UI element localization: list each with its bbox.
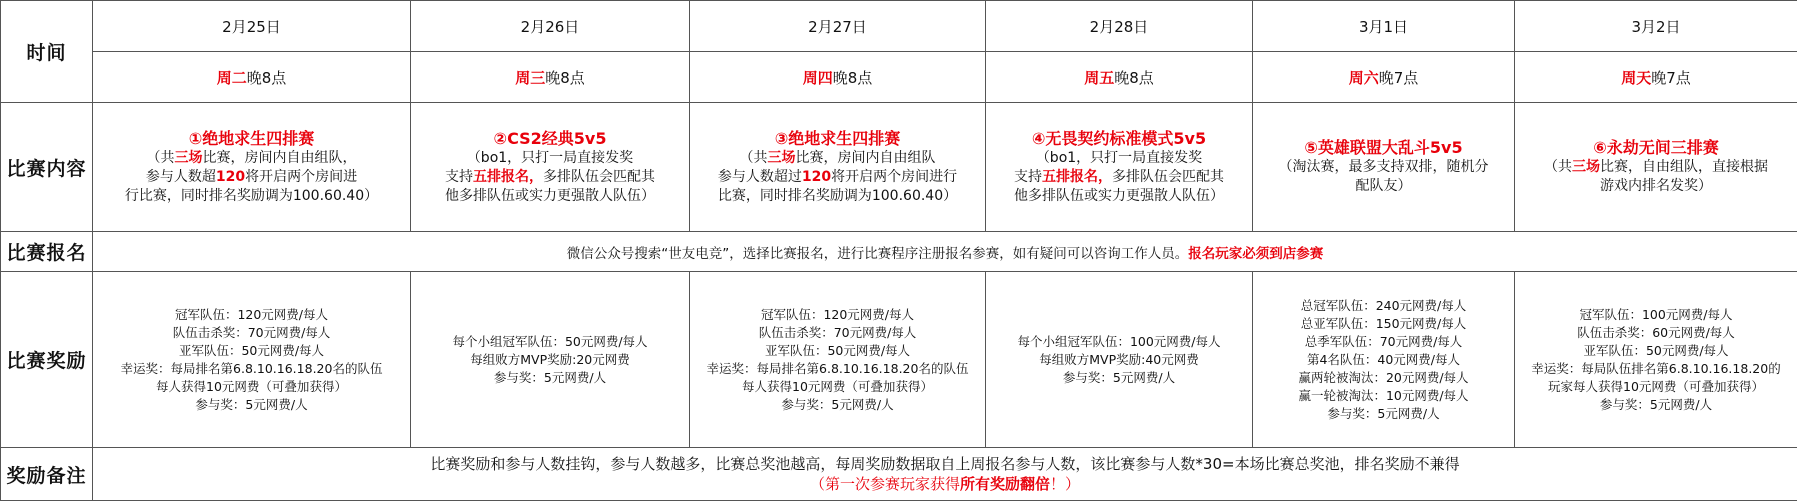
weekday-cell bbox=[1253, 52, 1515, 103]
reward-line: 参与奖：5元网费/人 bbox=[415, 369, 685, 387]
event-title: ⑥永劫无间三排赛 bbox=[1519, 138, 1793, 158]
reward-cell bbox=[1253, 272, 1515, 448]
event-desc-line: 他多排队伍或实力更强散人队伍） bbox=[415, 187, 685, 206]
reward-line: 亚军队伍：50元网费/每人 bbox=[1519, 342, 1793, 360]
reward-line: 每个小组冠军队伍：100元网费/每人 bbox=[990, 333, 1248, 351]
content-cell bbox=[690, 103, 986, 232]
reward-cell bbox=[93, 272, 411, 448]
reward-line: 每组败方MVP奖励:40元网费 bbox=[990, 351, 1248, 369]
weekday-label: 周三 bbox=[515, 69, 545, 87]
date-cell: 2月28日 bbox=[986, 1, 1253, 52]
event-desc-line: （共三场比赛，房间内自由组队 bbox=[694, 149, 981, 168]
reward-line: 参与奖：5元网费/人 bbox=[694, 396, 981, 414]
header-rewards: 比赛奖励 bbox=[1, 272, 93, 448]
reward-line: 赢两轮被淘汰：20元网费/每人 bbox=[1257, 369, 1510, 387]
weekday-cell bbox=[93, 52, 411, 103]
weekday-cell bbox=[1515, 52, 1797, 103]
event-title: ③绝地求生四排赛 bbox=[694, 129, 981, 149]
event-title: ⑤英雄联盟大乱斗5v5 bbox=[1257, 138, 1510, 158]
event-desc-line: 参与人数超120将开启两个房间进 bbox=[97, 168, 406, 187]
event-desc-line: （淘汰赛，最多支持双排，随机分 bbox=[1257, 158, 1510, 177]
event-desc-line: 游戏内排名发奖） bbox=[1519, 177, 1793, 196]
reward-line: 每人获得10元网费（可叠加获得） bbox=[694, 378, 981, 396]
event-desc-line: 支持五排报名，多排队伍会匹配其 bbox=[990, 168, 1248, 187]
date-cell: 2月27日 bbox=[690, 1, 986, 52]
event-title: ④无畏契约标准模式5v5 bbox=[990, 129, 1248, 149]
content-cell bbox=[93, 103, 411, 232]
start-time: 晚8点 bbox=[247, 69, 287, 87]
reward-line: 队伍击杀奖：70元网费/每人 bbox=[97, 324, 406, 342]
reward-line: 总冠军队伍：240元网费/每人 bbox=[1257, 297, 1510, 315]
header-time: 时间 bbox=[1, 1, 93, 103]
start-time: 晚8点 bbox=[833, 69, 873, 87]
reward-line: 赢一轮被淘汰：10元网费/每人 bbox=[1257, 387, 1510, 405]
weekday-cell bbox=[411, 52, 690, 103]
event-desc-line: 他多排队伍或实力更强散人队伍） bbox=[990, 187, 1248, 206]
signup-cell bbox=[93, 232, 1797, 272]
content-cell bbox=[1515, 103, 1797, 232]
reward-line: 参与奖：5元网费/人 bbox=[1257, 405, 1510, 423]
event-desc-line: 参与人数超过120将开启两个房间进行 bbox=[694, 168, 981, 187]
event-desc-line: （bo1，只打一局直接发奖 bbox=[415, 149, 685, 168]
date-cell: 2月26日 bbox=[411, 1, 690, 52]
reward-line: 第4名队伍：40元网费/每人 bbox=[1257, 351, 1510, 369]
reward-line: 参与奖：5元网费/人 bbox=[97, 396, 406, 414]
reward-line: 每个小组冠军队伍：50元网费/每人 bbox=[415, 333, 685, 351]
notes-cell bbox=[93, 448, 1797, 501]
header-notes: 奖励备注 bbox=[1, 448, 93, 501]
weekday-label: 周五 bbox=[1084, 69, 1114, 87]
event-desc-line: 行比赛，同时排名奖励调为100.60.40） bbox=[97, 187, 406, 206]
event-desc-line: （共三场比赛，房间内自由组队， bbox=[97, 149, 406, 168]
reward-line: 冠军队伍：120元网费/每人 bbox=[694, 306, 981, 324]
reward-line: 参与奖：5元网费/人 bbox=[990, 369, 1248, 387]
reward-line: 亚军队伍：50元网费/每人 bbox=[97, 342, 406, 360]
reward-cell bbox=[411, 272, 690, 448]
content-cell bbox=[411, 103, 690, 232]
header-signup: 比赛报名 bbox=[1, 232, 93, 272]
start-time: 晚8点 bbox=[545, 69, 585, 87]
header-content: 比赛内容 bbox=[1, 103, 93, 232]
reward-line: 队伍击杀奖：60元网费/每人 bbox=[1519, 324, 1793, 342]
reward-line: 队伍击杀奖：70元网费/每人 bbox=[694, 324, 981, 342]
content-cell bbox=[1253, 103, 1515, 232]
reward-line: 幸运奖：每局队伍排名第6.8.10.16.18.20的 bbox=[1519, 360, 1793, 378]
reward-cell bbox=[986, 272, 1253, 448]
start-time: 晚8点 bbox=[1114, 69, 1154, 87]
reward-line: 玩家每人获得10元网费（可叠加获得） bbox=[1519, 378, 1793, 396]
reward-cell bbox=[690, 272, 986, 448]
date-cell: 2月25日 bbox=[93, 1, 411, 52]
start-time: 晚7点 bbox=[1651, 69, 1691, 87]
weekday-label: 周四 bbox=[803, 69, 833, 87]
reward-line: 幸运奖：每局排名第6.8.10.16.18.20名的队伍 bbox=[694, 360, 981, 378]
event-desc-line: （bo1，只打一局直接发奖 bbox=[990, 149, 1248, 168]
event-desc-line: 支持五排报名，多排队伍会匹配其 bbox=[415, 168, 685, 187]
date-cell: 3月2日 bbox=[1515, 1, 1797, 52]
event-title: ②CS2经典5v5 bbox=[415, 129, 685, 149]
reward-line: 总亚军队伍：150元网费/每人 bbox=[1257, 315, 1510, 333]
event-desc-line: 比赛，同时排名奖励调为100.60.40） bbox=[694, 187, 981, 206]
reward-line: 幸运奖：每局排名第6.8.10.16.18.20名的队伍 bbox=[97, 360, 406, 378]
reward-line: 每组败方MVP奖励:20元网费 bbox=[415, 351, 685, 369]
event-title: ①绝地求生四排赛 bbox=[97, 129, 406, 149]
reward-line: 冠军队伍：120元网费/每人 bbox=[97, 306, 406, 324]
reward-cell bbox=[1515, 272, 1797, 448]
reward-line: 亚军队伍：50元网费/每人 bbox=[694, 342, 981, 360]
date-cell: 3月1日 bbox=[1253, 1, 1515, 52]
start-time: 晚7点 bbox=[1379, 69, 1419, 87]
weekday-cell bbox=[690, 52, 986, 103]
reward-line: 总季军队伍：70元网费/每人 bbox=[1257, 333, 1510, 351]
weekday-label: 周二 bbox=[217, 69, 247, 87]
notes-line: 比赛奖励和参与人数挂钩，参与人数越多，比赛总奖池越高，每周奖励数据取自上周报名参与人数，该比赛参与人数*30=本场比赛总奖池，排名奖励不兼得 bbox=[97, 454, 1793, 474]
signup-text: 微信公众号搜索“世友电竞”，选择比赛报名，进行比赛程序注册报名参赛，如有疑问可以咨询工作人员。 bbox=[567, 246, 1189, 262]
notes-bonus-line: （第一次参赛玩家获得所有奖励翻倍！） bbox=[97, 474, 1793, 494]
reward-line: 参与奖：5元网费/人 bbox=[1519, 396, 1793, 414]
weekday-cell bbox=[986, 52, 1253, 103]
event-desc-line: 配队友） bbox=[1257, 177, 1510, 196]
weekday-label: 周天 bbox=[1621, 69, 1651, 87]
reward-line: 冠军队伍：100元网费/每人 bbox=[1519, 306, 1793, 324]
event-desc-line: （共三场比赛，自由组队，直接根据 bbox=[1519, 158, 1793, 177]
signup-highlight: 报名玩家必须到店参赛 bbox=[1188, 246, 1323, 262]
weekday-label: 周六 bbox=[1349, 69, 1379, 87]
content-cell bbox=[986, 103, 1253, 232]
reward-line: 每人获得10元网费（可叠加获得） bbox=[97, 378, 406, 396]
